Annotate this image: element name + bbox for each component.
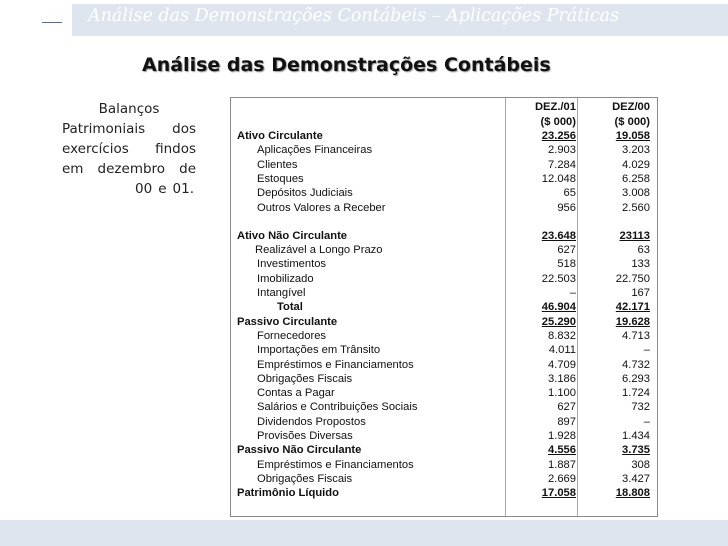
caption-word: Balanços xyxy=(98,101,160,117)
value-dez00: – xyxy=(643,415,650,428)
value-dez00: 19.628 xyxy=(615,315,650,328)
balance-sheet-table xyxy=(230,97,658,517)
table-row xyxy=(231,372,657,386)
value-dez01: 8.832 xyxy=(548,329,576,342)
caption-word: de xyxy=(179,161,196,177)
row-label: Total xyxy=(277,301,303,314)
value-dez00: 3.008 xyxy=(622,187,650,200)
value-dez01: 1.928 xyxy=(548,430,576,442)
value-dez01: 2.903 xyxy=(548,144,576,157)
table-row xyxy=(231,172,657,186)
row-label: Fornecedores xyxy=(257,329,327,342)
row-label: Estoques xyxy=(257,172,304,185)
value-dez00: 4.713 xyxy=(622,329,650,342)
table-row xyxy=(231,286,657,300)
value-dez01: 627 xyxy=(557,244,576,257)
caption-word: e xyxy=(158,181,167,197)
value-dez00: 3.427 xyxy=(622,472,650,485)
value-dez01: 46.904 xyxy=(541,301,576,314)
table-row xyxy=(231,358,657,372)
slide-heading: Análise das Demonstrações Contábeis xyxy=(142,54,551,76)
value-dez00: DEZ/00 xyxy=(612,101,650,113)
caption-word: em xyxy=(62,161,84,177)
table-row xyxy=(231,400,657,414)
value-dez00: 2.560 xyxy=(622,201,650,214)
caption-word: Patrimoniais xyxy=(62,121,146,137)
value-dez01: 3.186 xyxy=(548,372,576,385)
row-label: Dividendos Propostos xyxy=(257,415,366,428)
caption-line xyxy=(62,179,196,199)
caption-word: exercícios xyxy=(62,141,129,157)
table-row xyxy=(231,257,657,271)
row-label: Obrigações Fiscais xyxy=(257,372,353,385)
row-label: Clientes xyxy=(257,158,298,171)
row-label: Imobilizado xyxy=(257,272,314,285)
row-label: Intangível xyxy=(257,287,306,299)
row-label: Ativo Não Circulante xyxy=(237,229,348,242)
table-row xyxy=(231,143,657,157)
row-label: Passivo Não Circulante xyxy=(237,444,362,457)
table-row xyxy=(231,415,657,429)
caption-word: dezembro xyxy=(97,161,166,177)
value-dez00: 732 xyxy=(631,401,650,414)
row-label: Patrimônio Líquido xyxy=(237,487,339,500)
value-dez00: 18.808 xyxy=(615,487,650,500)
table-row xyxy=(231,243,657,257)
row-label: Realizável a Longo Prazo xyxy=(255,244,383,257)
header-dash-decoration xyxy=(42,22,62,23)
table-row xyxy=(231,486,657,500)
caption-line xyxy=(62,159,196,179)
table-header-row xyxy=(231,115,657,129)
value-dez00: – xyxy=(643,344,650,357)
caption-line xyxy=(62,119,196,139)
row-label: Empréstimos e Financiamentos xyxy=(257,458,414,471)
value-dez00: 6.258 xyxy=(622,172,650,185)
value-dez00: 4.732 xyxy=(622,358,650,371)
table-row xyxy=(231,429,657,443)
value-dez01: 2.669 xyxy=(548,472,576,485)
value-dez00: 42.171 xyxy=(615,301,650,314)
value-dez00: 23113 xyxy=(619,229,650,242)
value-dez01: 7.284 xyxy=(548,158,576,171)
row-label: Passivo Circulante xyxy=(237,315,338,328)
table-row xyxy=(231,472,657,486)
table-row xyxy=(231,315,657,329)
row-label: Depósitos Judiciais xyxy=(257,187,353,200)
row-label: Provisões Diversas xyxy=(257,430,353,442)
value-dez00: 3.735 xyxy=(622,444,650,457)
caption-word: 01. xyxy=(172,181,194,197)
caption-line xyxy=(62,99,196,119)
caption-word: dos xyxy=(172,121,196,137)
table-row xyxy=(231,458,657,472)
value-dez00: 133 xyxy=(631,258,650,271)
caption-line xyxy=(62,139,196,159)
caption-word: 00 xyxy=(135,181,153,197)
value-dez01: 22.503 xyxy=(541,272,576,285)
row-label: Ativo Circulante xyxy=(237,130,323,142)
value-dez00: 167 xyxy=(631,287,650,299)
row-label: Aplicações Financeiras xyxy=(257,144,373,157)
value-dez01: 1.100 xyxy=(548,387,576,400)
table-header-row xyxy=(231,100,657,114)
value-dez01: 4.709 xyxy=(548,358,576,371)
presentation-title: Análise das Demonstrações Contábeis – Aplicações Práticas xyxy=(88,6,620,26)
row-label: Importações em Trânsito xyxy=(257,344,381,357)
value-dez01: 4.556 xyxy=(548,444,576,457)
value-dez01: ($ 000) xyxy=(540,116,576,128)
value-dez00: 63 xyxy=(637,244,650,257)
table-row xyxy=(231,329,657,343)
value-dez01: 627 xyxy=(557,401,576,414)
footer-band xyxy=(0,520,728,546)
value-dez00: 1.434 xyxy=(622,430,650,442)
value-dez01: 4.011 xyxy=(548,344,576,357)
value-dez01: 23.648 xyxy=(541,229,576,242)
value-dez01: 956 xyxy=(557,201,576,214)
value-dez00: 1.724 xyxy=(622,387,650,400)
table-row xyxy=(231,229,657,243)
value-dez01: 518 xyxy=(557,258,576,271)
row-label: Salários e Contribuições Sociais xyxy=(257,401,418,414)
row-label: Empréstimos e Financiamentos xyxy=(257,358,414,371)
value-dez00: 3.203 xyxy=(622,144,650,157)
value-dez00: ($ 000) xyxy=(614,116,650,128)
value-dez01: 12.048 xyxy=(541,172,576,185)
table-row xyxy=(231,300,657,314)
caption-word: findos xyxy=(155,141,196,157)
row-label: Outros Valores a Receber xyxy=(257,201,386,214)
value-dez01: 17.058 xyxy=(541,487,576,500)
value-dez01: – xyxy=(569,287,576,299)
value-dez00: 6.293 xyxy=(622,372,650,385)
table-row xyxy=(231,129,657,143)
table-row xyxy=(231,158,657,172)
value-dez01: 25.290 xyxy=(541,315,576,328)
table-row xyxy=(231,386,657,400)
value-dez01: DEZ./01 xyxy=(534,101,576,113)
value-dez01: 23.256 xyxy=(541,130,576,142)
row-label: Investimentos xyxy=(257,258,327,271)
table-caption xyxy=(62,99,196,199)
table-row xyxy=(231,272,657,286)
row-label: Obrigações Fiscais xyxy=(257,472,353,485)
table-row xyxy=(231,201,657,215)
value-dez00: 19.058 xyxy=(615,130,650,142)
value-dez01: 1.887 xyxy=(548,458,576,471)
table-row xyxy=(231,443,657,457)
value-dez01: 897 xyxy=(557,415,576,428)
value-dez00: 308 xyxy=(631,458,650,471)
value-dez00: 22.750 xyxy=(615,272,650,285)
table-row xyxy=(231,343,657,357)
row-label: Contas a Pagar xyxy=(257,387,335,400)
value-dez01: 65 xyxy=(563,187,576,200)
value-dez00: 4.029 xyxy=(622,158,650,171)
table-row xyxy=(231,186,657,200)
